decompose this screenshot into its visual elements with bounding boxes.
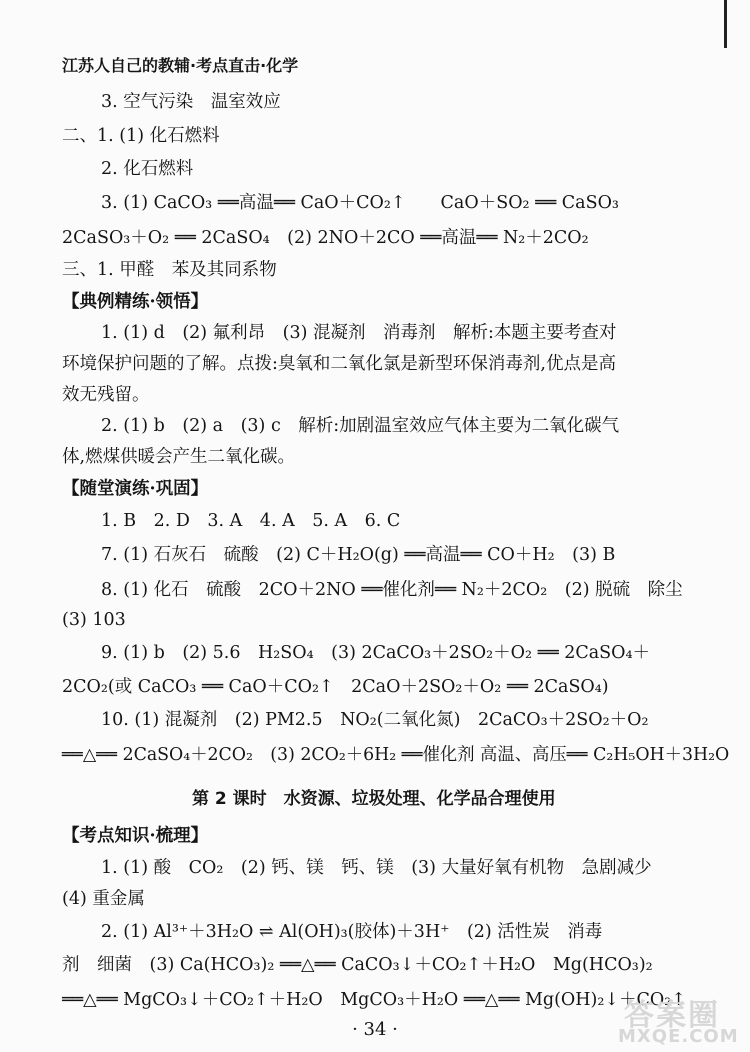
watermark: [618, 990, 738, 1052]
running-header: 江苏人自己的教辅·考点直击·化学: [62, 56, 299, 75]
equation-line: ══△══ MgCO₃↓＋CO₂↑＋H₂O MgCO₃＋H₂O ══△══ Mg(OH)₂↓＋CO₂↑: [62, 990, 686, 1010]
text-line: (4) 重金属: [62, 889, 145, 909]
equation-line: 剂 细菌 (3) Ca(HCO₃)₂ ══△══ CaCO₃↓＋CO₂↑＋H₂O Mg(HCO₃)₂: [62, 955, 653, 975]
equation-line: ══△══ 2CaSO₄＋2CO₂ (3) 2CO₂＋6H₂ ══催化剂 高温、高压══ C₂H₅OH＋3H₂O: [62, 745, 730, 765]
equation-line: 8. (1) 化石 硫酸 2CO＋2NO ══催化剂══ N₂＋2CO₂ (2) 脱硫 除尘: [101, 580, 683, 600]
text-line: 2. (1) b (2) a (3) c 解析:加剧温室效应气体主要为二氧化碳气: [101, 416, 620, 436]
watermark-url: MXQE.COM: [618, 1026, 739, 1047]
equation-line: 2CO₂(或 CaCO₃ ══ CaO＋CO₂↑ 2CaO＋2SO₂＋O₂ ══ 2CaSO₄): [62, 677, 609, 697]
subsection-heading: 【考点知识·梳理】: [62, 826, 209, 846]
text-line: 效无残留。: [62, 385, 150, 405]
text-line: 1. (1) d (2) 氟利昂 (3) 混凝剂 消毒剂 解析:本题主要考查对: [101, 323, 617, 343]
equation-line: 9. (1) b (2) 5.6 H₂SO₄ (3) 2CaCO₃＋2SO₂＋O₂ ══ 2CaSO₄＋: [101, 643, 651, 663]
watermark-logo-text: 答案圈: [624, 998, 720, 1033]
section-line: 二、1. (1) 化石燃料: [62, 126, 220, 146]
text-line: 环境保护问题的了解。点拨:臭氧和二氧化氯是新型环保消毒剂,优点是高: [62, 354, 616, 374]
section-line: 三、1. 甲醛 苯及其同系物: [62, 260, 277, 280]
equation-line: 7. (1) 石灰石 硫酸 (2) C＋H₂O(g) ══高温══ CO＋H₂ (3) B: [101, 545, 616, 565]
answers-line: 1. B 2. D 3. A 4. A 5. A 6. C: [101, 511, 401, 531]
equation-line: 3. (1) CaCO₃ ══高温══ CaO＋CO₂↑ CaO＋SO₂ ══ CaSO₃: [101, 193, 619, 213]
equation-line: 2. (1) Al³⁺＋3H₂O ⇌ Al(OH)₃(胶体)＋3H⁺ (2) 活性炭 消毒: [101, 922, 603, 942]
text-line: 体,燃煤供暖会产生二氧化碳。: [62, 447, 296, 467]
text-line: (3) 103: [62, 610, 126, 630]
page-edge-mark: [724, 0, 727, 48]
text-line: 1. (1) 酸 CO₂ (2) 钙、镁 钙、镁 (3) 大量好氧有机物 急剧减少: [101, 858, 652, 878]
equation-line: 10. (1) 混凝剂 (2) PM2.5 NO₂(二氧化氮) 2CaCO₃＋2SO₂＋O₂: [101, 710, 649, 730]
text-line: 3. 空气污染 温室效应: [101, 92, 281, 112]
section-title: 第 2 课时 水资源、垃圾处理、化学品合理使用: [192, 789, 556, 809]
page-number: · 34 ·: [352, 1019, 398, 1040]
text-line: 2. 化石燃料: [101, 159, 194, 179]
subsection-heading: 【典例精练·领悟】: [62, 292, 209, 312]
subsection-heading: 【随堂演练·巩固】: [62, 479, 209, 499]
equation-line: 2CaSO₃＋O₂ ══ 2CaSO₄ (2) 2NO＋2CO ══高温══ N₂＋2CO₂: [62, 228, 589, 248]
